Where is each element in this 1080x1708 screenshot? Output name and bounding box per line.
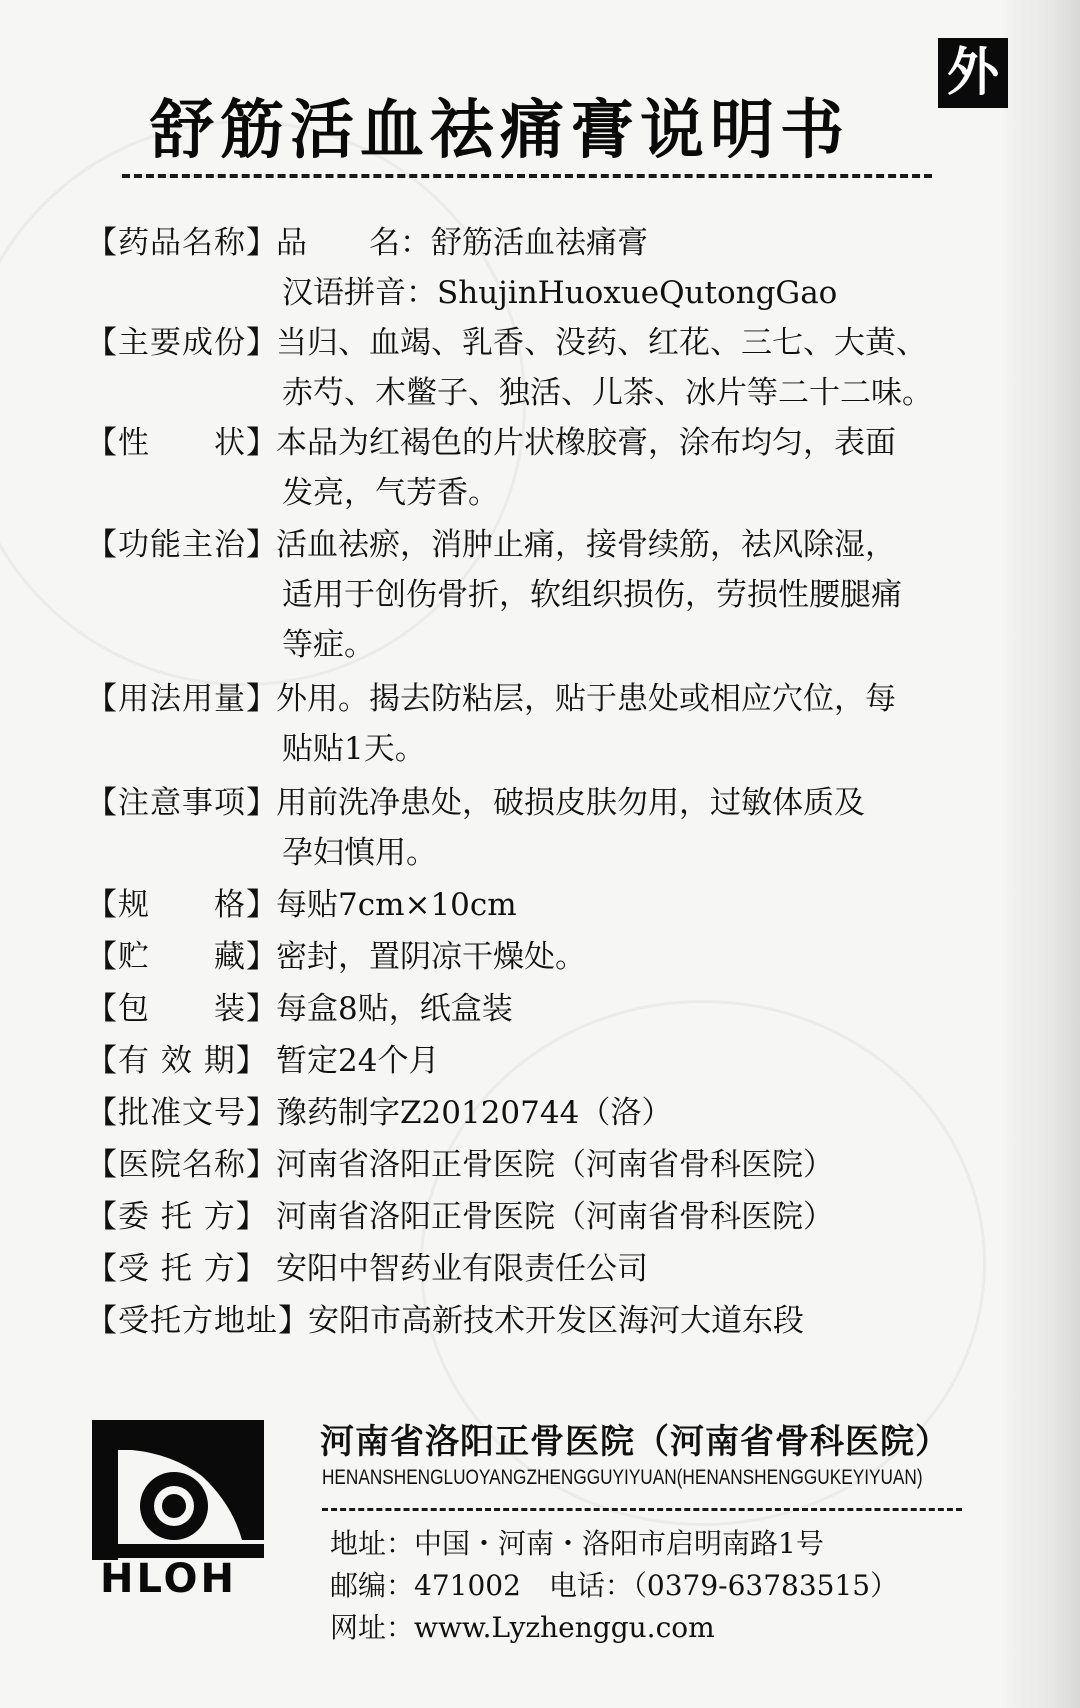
entry-value: 河南省洛阳正骨医院（河南省骨科医院） <box>276 1147 834 1183</box>
entry-label: 【功能主治】 <box>86 527 278 563</box>
entry-value-cont: 汉语拼音：ShujinHuoxueQutongGao <box>282 275 838 311</box>
entry-value: 安阳中智药业有限责任公司 <box>276 1251 648 1287</box>
entry-indications <box>86 520 896 570</box>
entry-storage <box>86 932 586 982</box>
entry-label: 【受 托 方】 <box>86 1251 268 1287</box>
entry-value: 活血祛瘀，消肿止痛，接骨续筋，祛风除湿， <box>276 527 896 563</box>
entry-dosage <box>86 674 896 724</box>
entry-label: 【批准文号】 <box>86 1095 278 1131</box>
entry-label: 【委 托 方】 <box>86 1199 268 1235</box>
footer-hospital-en: HENANSHENGLUOYANGZHENGGUYIYUAN(HENANSHENGGUKEYIYUAN) <box>322 1466 923 1489</box>
entry-hospital-name <box>86 1140 834 1190</box>
entry-label: 【规 格】 <box>86 887 278 923</box>
entry-value-cont: 适用于创伤骨折，软组织损伤，劳损性腰腿痛 <box>282 577 902 613</box>
entry-precautions <box>86 778 865 828</box>
entry-label: 【医院名称】 <box>86 1147 278 1183</box>
entry-value: 每贴7cm×10cm <box>276 887 517 923</box>
entry-value: 本品为红褐色的片状橡胶膏，涂布均匀，表面 <box>276 425 896 461</box>
entry-label: 【贮 藏】 <box>86 939 278 975</box>
entry-value: 密封，置阴凉干燥处。 <box>276 939 586 975</box>
entry-label: 【受托方地址】 <box>86 1303 310 1339</box>
entry-label: 【性 状】 <box>86 425 278 461</box>
entry-specification <box>86 880 517 930</box>
entry-value-cont: 等症。 <box>282 627 375 663</box>
entry-packaging <box>86 984 513 1034</box>
entry-appearance <box>86 418 896 468</box>
footer-website: 网址：www.Lyzhenggu.com <box>330 1611 715 1644</box>
title-divider <box>122 174 932 178</box>
entry-label: 【用法用量】 <box>86 681 278 717</box>
entry-value-cont: 贴贴1天。 <box>282 731 426 767</box>
entry-contractor-address <box>86 1296 804 1346</box>
document-title: 舒筋活血祛痛膏说明书 <box>150 94 850 168</box>
entry-value: 用前洗净患处，破损皮肤勿用，过敏体质及 <box>276 785 865 821</box>
entry-value: 外用。揭去防粘层，贴于患处或相应穴位，每 <box>276 681 896 717</box>
entry-value: 河南省洛阳正骨医院（河南省骨科医院） <box>276 1199 834 1235</box>
entry-ingredients <box>86 318 927 368</box>
entry-value: 豫药制字Z20120744（洛） <box>276 1095 673 1131</box>
entry-label: 【有 效 期】 <box>86 1043 268 1079</box>
footer-address: 地址：中国・河南・洛阳市启明南路1号 <box>330 1527 824 1560</box>
entry-label: 【主要成份】 <box>86 325 278 361</box>
entry-drug-name <box>86 218 648 268</box>
external-use-badge: 外 <box>938 38 1008 108</box>
logo-text: HLOH <box>100 1556 238 1602</box>
paper-edge-shadow <box>1002 0 1080 1708</box>
entry-label: 【药品名称】 <box>86 225 278 261</box>
entry-value: 当归、血竭、乳香、没药、红花、三七、大黄、 <box>276 325 927 361</box>
entry-approval-number <box>86 1088 672 1138</box>
footer-postcode-phone: 邮编：471002 电话：（0379-63783515） <box>330 1569 899 1602</box>
entry-value: 暂定24个月 <box>276 1043 440 1079</box>
entry-validity <box>86 1036 439 1086</box>
entry-label: 【包 装】 <box>86 991 278 1027</box>
entry-value: 安阳市高新技术开发区海河大道东段 <box>308 1303 804 1339</box>
entry-value-cont: 孕妇慎用。 <box>282 835 437 871</box>
footer-hospital-cn: 河南省洛阳正骨医院（河南省骨科医院） <box>320 1422 950 1462</box>
entry-value: 每盒8贴，纸盒装 <box>276 991 513 1027</box>
entry-contractor <box>86 1244 648 1294</box>
footer-divider <box>322 1508 962 1511</box>
entry-value: 品 名：舒筋活血祛痛膏 <box>276 225 648 261</box>
entry-client <box>86 1192 834 1242</box>
entry-label: 【注意事项】 <box>86 785 278 821</box>
entry-value-cont: 发亮，气芳香。 <box>282 475 499 511</box>
entry-value-cont: 赤芍、木鳖子、独活、儿茶、冰片等二十二味。 <box>282 375 933 411</box>
